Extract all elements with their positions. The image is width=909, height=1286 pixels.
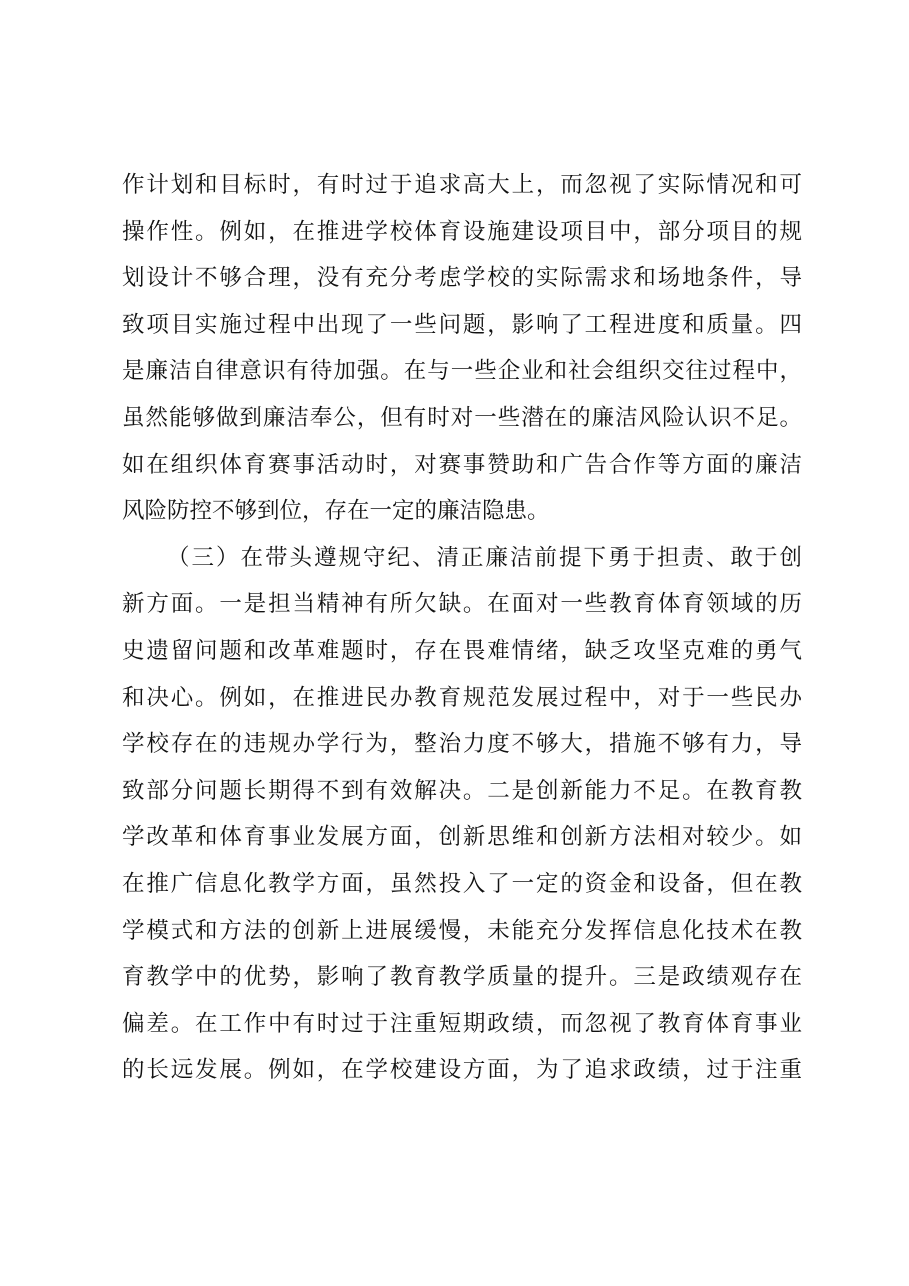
text-line: 致部分问题长期得不到有效解决。二是创新能力不足。在教育教 [122,777,802,804]
text-line: 的长远发展。例如，在学校建设方面，为了追求政绩，过于注重 [122,1057,802,1084]
text-line: 和决心。例如，在推进民办教育规范发展过程中，对于一些民办 [122,684,802,711]
text-line: 如在组织体育赛事活动时，对赛事赞助和广告合作等方面的廉洁 [122,451,802,478]
text-line: 育教学中的优势，影响了教育教学质量的提升。三是政绩观存在 [122,964,802,991]
body-text [122,162,802,1094]
text-line: 新方面。一是担当精神有所欠缺。在面对一些教育体育领域的历 [122,591,802,618]
text-line: 虽然能够做到廉洁奉公，但有时对一些潜在的廉洁风险认识不足。 [122,404,802,431]
text-line: 致项目实施过程中出现了一些问题，影响了工程进度和质量。四 [122,311,802,338]
text-line: 作计划和目标时，有时过于追求高大上，而忽视了实际情况和可 [122,172,802,198]
text-line: 学模式和方法的创新上进展缓慢，未能充分发挥信息化技术在教 [122,917,802,944]
section-heading-line: （三）在带头遵规守纪、清正廉洁前提下勇于担责、敢于创 [167,544,802,571]
text-line: 是廉洁自律意识有待加强。在与一些企业和社会组织交往过程中， [122,358,802,385]
text-line: 划设计不够合理，没有充分考虑学校的实际需求和场地条件，导 [122,265,802,292]
text-line: 操作性。例如，在推进学校体育设施建设项目中，部分项目的规 [122,218,802,245]
text-line: 偏差。在工作中有时过于注重短期政绩，而忽视了教育体育事业 [122,1010,802,1037]
text-line: 史遗留问题和改革难题时，存在畏难情绪，缺乏攻坚克难的勇气 [122,637,802,664]
text-line: 学改革和体育事业发展方面，创新思维和创新方法相对较少。如 [122,824,802,851]
text-line: 学校存在的违规办学行为，整治力度不够大，措施不够有力，导 [122,731,802,758]
text-line: 风险防控不够到位，存在一定的廉洁隐患。 [122,498,550,525]
text-line: 在推广信息化教学方面，虽然投入了一定的资金和设备，但在教 [122,870,802,897]
